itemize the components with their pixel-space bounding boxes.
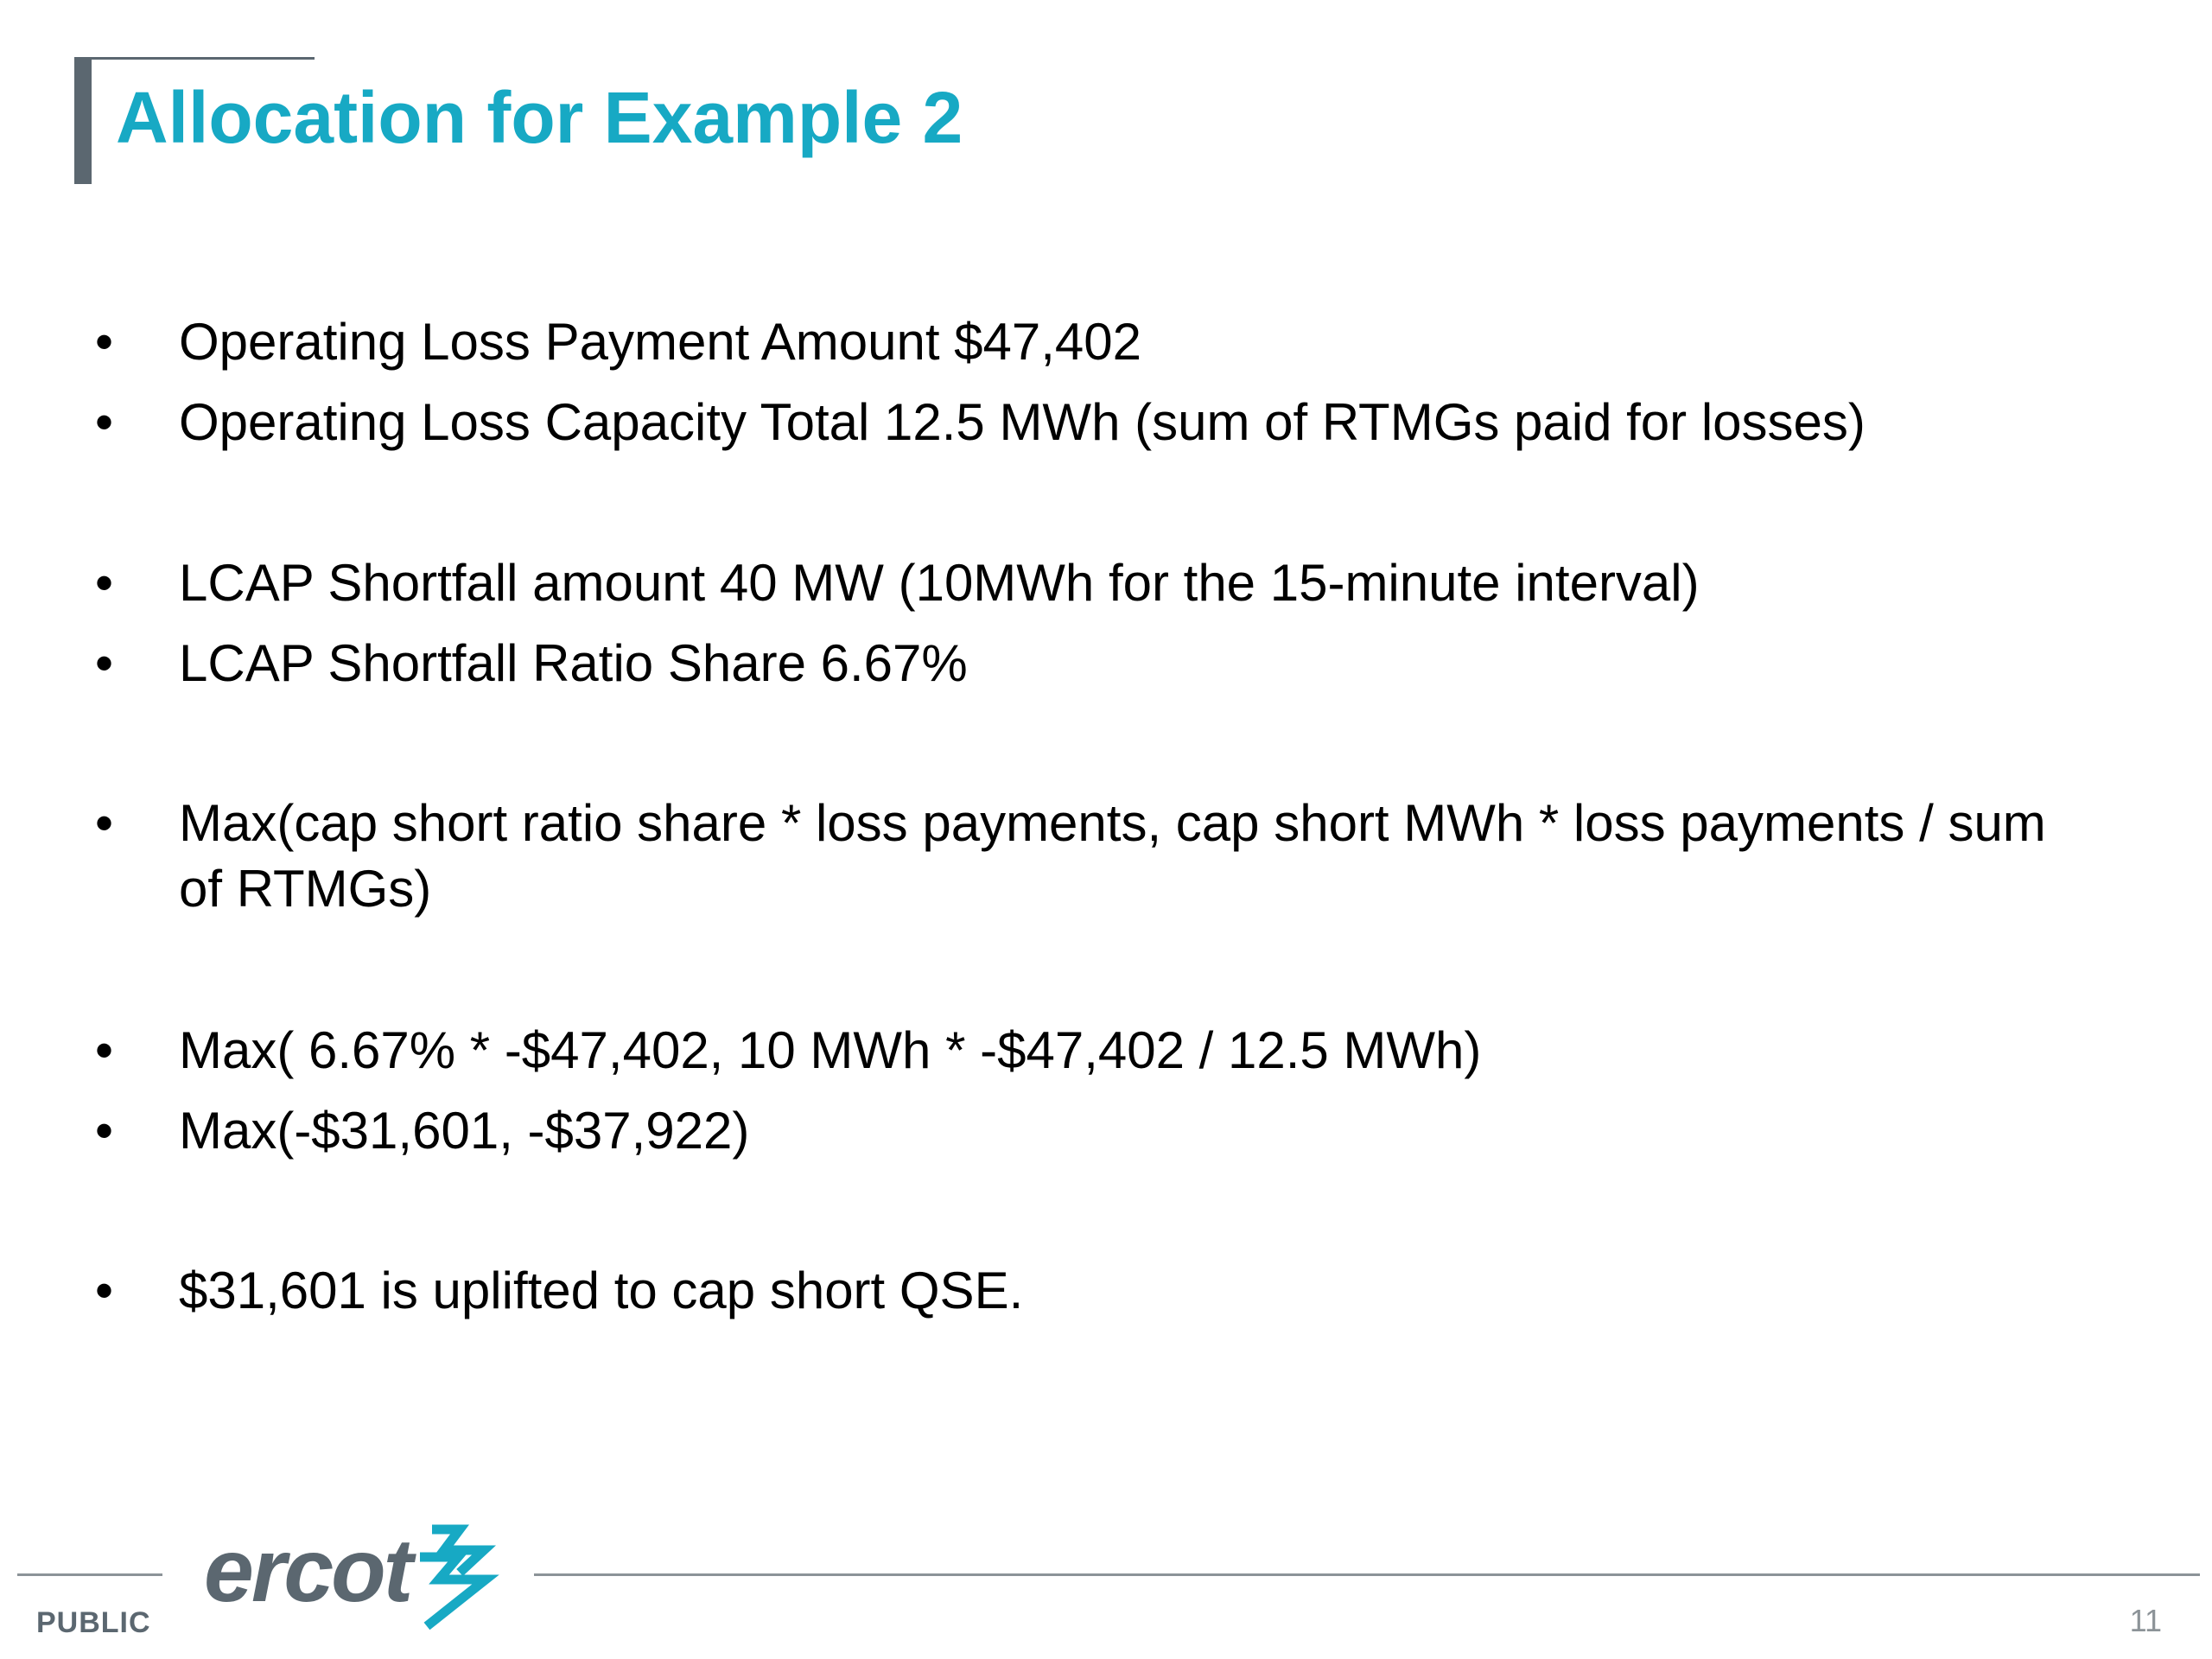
bullet-marker: • bbox=[95, 634, 114, 692]
footer-divider-left bbox=[17, 1573, 162, 1576]
bullet-item bbox=[95, 1258, 2082, 1324]
bullet-text: Max(cap short ratio share * loss payments, cap short MWh * loss payments / sum of RTMGs) bbox=[179, 794, 2046, 918]
logo-wordmark: ercot bbox=[204, 1521, 411, 1621]
title-accent-bar bbox=[74, 58, 92, 184]
bullet-marker: • bbox=[95, 1262, 114, 1319]
bullet-text: LCAP Shortfall amount 40 MW (10MWh for the 15-minute interval) bbox=[179, 554, 1700, 612]
footer-divider-right bbox=[534, 1573, 2200, 1576]
page-number: 11 bbox=[2129, 1603, 2162, 1638]
bullet-text: Max(-$31,601, -$37,922) bbox=[179, 1102, 750, 1160]
slide-title: Allocation for Example 2 bbox=[116, 77, 963, 158]
ercot-logo bbox=[204, 1519, 498, 1631]
title-accent-line bbox=[74, 57, 315, 60]
bullet-text: Max( 6.67% * -$47,402, 10 MWh * -$47,402 / 12.5 MWh) bbox=[179, 1021, 1482, 1079]
bullet-text: LCAP Shortfall Ratio Share 6.67% bbox=[179, 634, 968, 692]
bullet-marker: • bbox=[95, 393, 114, 451]
bullet-item bbox=[95, 1098, 2082, 1164]
bullet-marker: • bbox=[95, 313, 114, 371]
bullet-item bbox=[95, 550, 2082, 616]
bullet-item bbox=[95, 390, 2082, 455]
bullet-marker: • bbox=[95, 554, 114, 612]
bullet-marker: • bbox=[95, 794, 114, 852]
bullet-item bbox=[95, 309, 2082, 375]
bullet-item bbox=[95, 1018, 2082, 1084]
bullet-marker: • bbox=[95, 1102, 114, 1160]
bullet-marker: • bbox=[95, 1021, 114, 1079]
bullet-text: Operating Loss Payment Amount $47,402 bbox=[179, 313, 1142, 371]
bullet-item bbox=[95, 631, 2082, 696]
classification-label: PUBLIC bbox=[36, 1606, 151, 1639]
bullet-item bbox=[95, 791, 2082, 922]
bullet-text: Operating Loss Capacity Total 12.5 MWh (sum of RTMGs paid for losses) bbox=[179, 393, 1866, 451]
ercot-lightning-icon bbox=[408, 1519, 503, 1631]
bullet-text: $31,601 is uplifted to cap short QSE. bbox=[179, 1262, 1024, 1319]
